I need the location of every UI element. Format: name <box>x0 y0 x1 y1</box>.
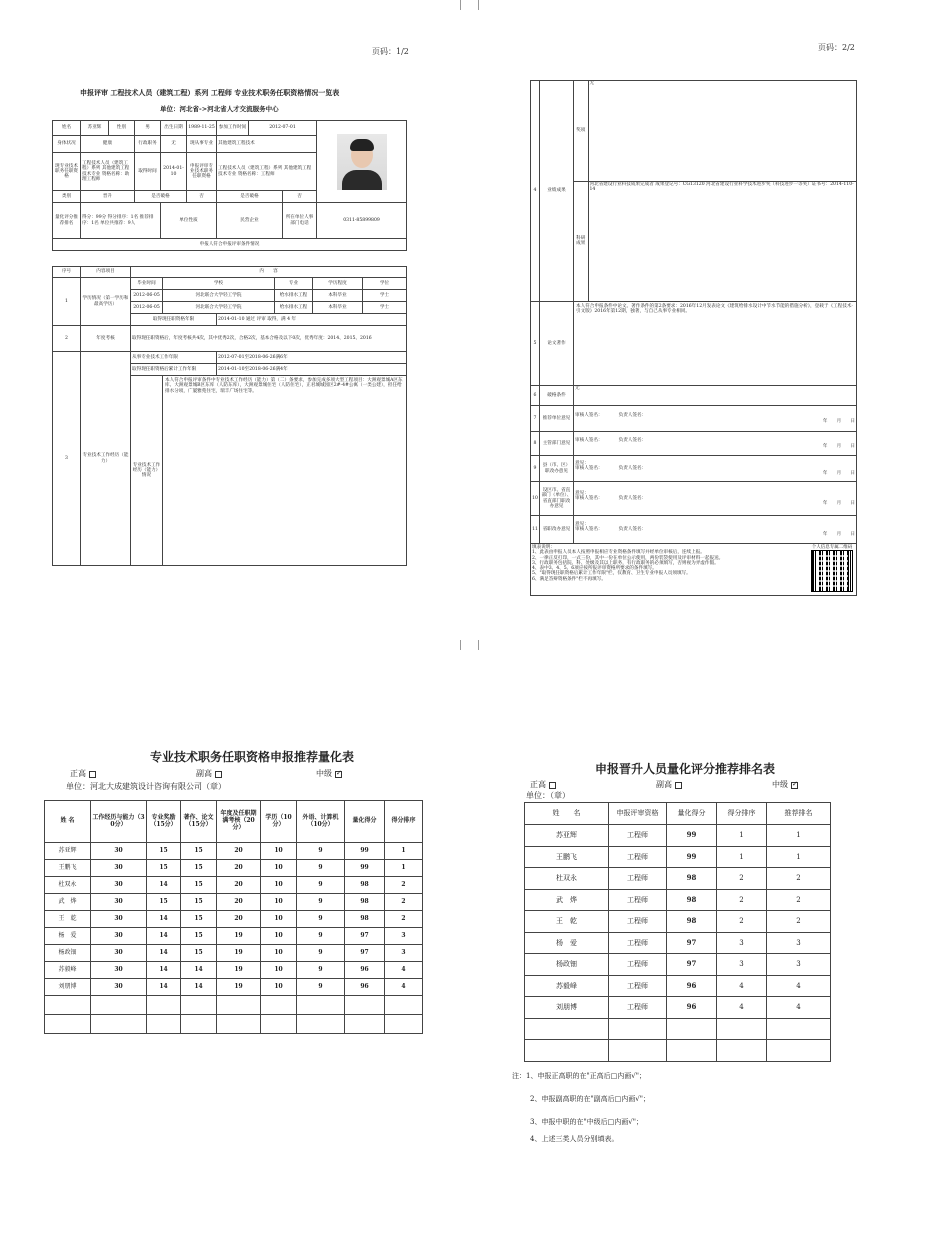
table-row <box>45 979 423 996</box>
score-cell: 9 <box>297 860 345 877</box>
value-cell: 工程师 <box>609 997 667 1019</box>
score-cell: 98 <box>345 877 385 894</box>
column-header: 年度及任职期满考核（20分） <box>217 801 261 843</box>
score-cell: 20 <box>217 860 261 877</box>
score-cell: 10 <box>261 945 297 962</box>
score-cell: 9 <box>297 911 345 928</box>
table-row <box>525 954 831 976</box>
sign-cell: 审核人签名： 负责人签名： 年 月 日 <box>574 406 857 432</box>
table-row <box>45 945 423 962</box>
column-header: 量化得分 <box>667 803 717 825</box>
table-row <box>45 877 423 894</box>
value-cell: 2 <box>717 911 767 933</box>
form-title: 申报评审 工程技术人员（建筑工程）系列 工程师 专业技术职务任职资格情况一览表 <box>80 88 340 97</box>
score-cell: 30 <box>91 894 147 911</box>
value-cell: 工程师 <box>609 825 667 847</box>
quant-table <box>44 800 423 1034</box>
score-cell: 30 <box>91 860 147 877</box>
score-cell: 97 <box>345 928 385 945</box>
name-cell: 苏亚辉 <box>525 825 609 847</box>
score-cell: 20 <box>217 843 261 860</box>
name-cell: 杨政钿 <box>525 954 609 976</box>
score-cell: 15 <box>181 843 217 860</box>
mid-checkbox <box>335 771 342 778</box>
score-cell: 10 <box>261 911 297 928</box>
unit-line: 单位：（章） <box>526 791 570 800</box>
name-value: 苏亚辉 <box>81 121 109 136</box>
senior-checkbox <box>89 771 96 778</box>
assoc-checkbox <box>675 782 682 789</box>
name-cell: 王鹏飞 <box>45 860 91 877</box>
name-cell: 杨 爱 <box>525 932 609 954</box>
score-cell: 9 <box>297 894 345 911</box>
score-cell: 9 <box>297 843 345 860</box>
score-cell: 4 <box>385 979 423 996</box>
score-cell: 14 <box>147 945 181 962</box>
score-cell: 9 <box>297 979 345 996</box>
table-row <box>45 911 423 928</box>
value-cell: 98 <box>667 911 717 933</box>
fill-instructions: 填表说明： 1、此表由申报人员本人按照申报相应专业资格条件填写并经单位审核后，连续上报。 2、一律正反打印，一式三份，其中一份在单位公示使用，两份装袋使用及评审材料一起报送。 3、行政职务包括院、科、处级及其以上职务，有行政职务的必须填写，否则视为弄虚作假。 4、表中3、4、5、6项应按所报评审资格所要求的条件填写。 5、"取得现任职资格后累计工作年限"栏，仅教育、卫生专业申报人员须填写。 6、满足答辩资格条件"栏不再填写。 个人信息专属二维码 <box>531 544 857 596</box>
column-header: 外语、计算机（10分） <box>297 801 345 843</box>
column-header: 得分排序 <box>717 803 767 825</box>
column-header: 工作经历与能力（30分） <box>91 801 147 843</box>
value-cell: 工程师 <box>609 975 667 997</box>
photo-cell <box>317 121 407 203</box>
value-cell: 2 <box>717 868 767 890</box>
score-cell: 2 <box>385 894 423 911</box>
qr-code <box>811 550 853 592</box>
value-cell: 工程师 <box>609 889 667 911</box>
score-cell: 14 <box>181 962 217 979</box>
score-cell: 9 <box>297 928 345 945</box>
value-cell: 2 <box>767 889 831 911</box>
name-cell: 杨 爱 <box>45 928 91 945</box>
score-cell: 96 <box>345 979 385 996</box>
value-cell: 1 <box>767 846 831 868</box>
score-cell: 2 <box>385 877 423 894</box>
name-cell: 杜双永 <box>45 877 91 894</box>
value-cell: 1 <box>717 846 767 868</box>
score-cell: 19 <box>217 979 261 996</box>
score-cell: 15 <box>181 928 217 945</box>
table-row <box>525 975 831 997</box>
applicant-photo <box>337 134 387 190</box>
name-cell: 刘朋博 <box>45 979 91 996</box>
score-cell: 15 <box>181 911 217 928</box>
score-cell: 15 <box>181 894 217 911</box>
score-cell: 14 <box>147 928 181 945</box>
column-header: 申报评审资格 <box>609 803 667 825</box>
score-cell: 15 <box>181 877 217 894</box>
score-cell: 14 <box>147 962 181 979</box>
value-cell: 4 <box>717 975 767 997</box>
value-cell: 97 <box>667 954 717 976</box>
table-row <box>525 889 831 911</box>
column-header: 姓 名 <box>45 801 91 843</box>
value-cell: 3 <box>717 932 767 954</box>
table-row <box>45 860 423 877</box>
value-cell: 99 <box>667 846 717 868</box>
score-cell: 30 <box>91 962 147 979</box>
value-cell: 1 <box>717 825 767 847</box>
value-cell: 98 <box>667 889 717 911</box>
name-cell: 王 乾 <box>45 911 91 928</box>
name-cell: 王鹏飞 <box>525 846 609 868</box>
value-cell: 4 <box>717 997 767 1019</box>
column-header: 专业奖励（15分） <box>147 801 181 843</box>
column-header: 推荐排名 <box>767 803 831 825</box>
table-title: 专业技术职务任职资格申报推荐量化表 <box>150 750 355 764</box>
column-header: 量化得分 <box>345 801 385 843</box>
assoc-checkbox <box>215 771 222 778</box>
column-header: 得分排序 <box>385 801 423 843</box>
value-cell: 96 <box>667 997 717 1019</box>
score-cell: 15 <box>181 860 217 877</box>
column-header: 著作、论文（15分） <box>181 801 217 843</box>
score-cell: 20 <box>217 911 261 928</box>
score-cell: 97 <box>345 945 385 962</box>
score-cell: 99 <box>345 860 385 877</box>
empty-row <box>45 1015 423 1034</box>
crop-mark <box>460 0 461 10</box>
score-cell: 30 <box>91 945 147 962</box>
value-cell: 3 <box>717 954 767 976</box>
score-cell: 10 <box>261 962 297 979</box>
score-cell: 9 <box>297 945 345 962</box>
score-cell: 19 <box>217 928 261 945</box>
value-cell: 1 <box>767 825 831 847</box>
value-cell: 4 <box>767 975 831 997</box>
score-cell: 3 <box>385 928 423 945</box>
value-cell: 2 <box>767 911 831 933</box>
score-cell: 2 <box>385 911 423 928</box>
score-cell: 30 <box>91 877 147 894</box>
name-cell: 苏毅峰 <box>45 962 91 979</box>
score-cell: 19 <box>217 945 261 962</box>
score-cell: 99 <box>345 843 385 860</box>
score-cell: 10 <box>261 843 297 860</box>
table-row <box>525 911 831 933</box>
value-cell: 工程师 <box>609 868 667 890</box>
value-cell: 98 <box>667 868 717 890</box>
personal-info-table: 姓名 苏亚辉 性别 男 出生日期 1989-11-25 参加工作时间 2012-07-01 身体状况 健康 行政职务 无 现从事专业 其他建筑工程技术 现专业技术职务任职资格 工程技术人员（建筑工程）系列 其他建筑工程技术专业 资格名称：助理工程师 取得时间 2014-01-10 申报评审专业技术职务任职资格 工程技术人员（建筑工程）系列 其他建筑工程技术专业 资格名称：工程师 类别 晋升 是否破格 否 是否破格 否 量化评分推荐排名 得分：99分 得分排序：1名 推荐排序：1名 单位共推荐：9人 单位性质 民营企业 所在单位人事部门电话 0311-85899809 申报人符合申报评审条件情况 <box>52 120 407 251</box>
value-cell: 2 <box>767 868 831 890</box>
crop-mark <box>460 640 461 650</box>
column-header: 学历（10分） <box>261 801 297 843</box>
score-cell: 20 <box>217 894 261 911</box>
score-cell: 15 <box>147 894 181 911</box>
page-number: 页码：2/2 <box>818 43 855 52</box>
value-cell: 工程师 <box>609 954 667 976</box>
crop-mark <box>478 640 479 650</box>
name-cell: 苏毅峰 <box>525 975 609 997</box>
value-cell: 工程师 <box>609 846 667 868</box>
score-cell: 3 <box>385 945 423 962</box>
score-cell: 9 <box>297 877 345 894</box>
table-row <box>45 928 423 945</box>
name-cell: 杜双永 <box>525 868 609 890</box>
table-row <box>45 962 423 979</box>
score-cell: 10 <box>261 877 297 894</box>
senior-checkbox <box>549 782 556 789</box>
score-cell: 30 <box>91 928 147 945</box>
value-cell: 3 <box>767 954 831 976</box>
score-cell: 14 <box>181 979 217 996</box>
table-row <box>525 997 831 1019</box>
name-cell: 武 烨 <box>525 889 609 911</box>
form-unit: 单位：河北省->河北省人才交流服务中心 <box>160 105 279 113</box>
empty-row <box>525 1018 831 1040</box>
value-cell: 4 <box>767 997 831 1019</box>
score-cell: 14 <box>147 911 181 928</box>
score-cell: 14 <box>147 877 181 894</box>
score-cell: 30 <box>91 979 147 996</box>
score-cell: 20 <box>217 877 261 894</box>
score-cell: 98 <box>345 911 385 928</box>
table-row <box>525 846 831 868</box>
value-cell: 工程师 <box>609 911 667 933</box>
name-cell: 王 乾 <box>525 911 609 933</box>
value-cell: 2 <box>717 889 767 911</box>
name-cell: 杨政钿 <box>45 945 91 962</box>
score-cell: 15 <box>147 860 181 877</box>
table-row <box>525 825 831 847</box>
empty-row <box>525 1040 831 1062</box>
table-row <box>45 894 423 911</box>
score-cell: 30 <box>91 911 147 928</box>
score-cell: 10 <box>261 860 297 877</box>
table-row <box>525 932 831 954</box>
name-cell: 刘朋博 <box>525 997 609 1019</box>
score-cell: 9 <box>297 962 345 979</box>
value-cell: 3 <box>767 932 831 954</box>
empty-row <box>45 996 423 1015</box>
score-cell: 96 <box>345 962 385 979</box>
score-cell: 10 <box>261 979 297 996</box>
score-cell: 14 <box>147 979 181 996</box>
value-cell: 99 <box>667 825 717 847</box>
score-cell: 98 <box>345 894 385 911</box>
qualification-table: 序号 内容项目 内 容 1 学历情况（第一学历和最高学历） 毕业时间 学校 专业 学历程度 学位 2012-06-05 河北联合大学轻工学院 给水排水工程 本科毕业 学士 2012-06-05 河北联合大学轻工学院 给水排水工程 本科毕业 学士 取得现任职资格年限 2014-01-10 通过 评审 取得，满 4 年 2 年度考核 取得现任职资格后，年度考核共4次，其中优秀2次，合格2次，基本合格及以下0次，优秀年度：2014、2015、2016 3 专业技术工作经历（能力） 从事专业技术工作年限 2012-07-01至2018-06-26满6年 取得现任职资格后累计工作年限 2014-01-10至2018-06-26满4年 专业技术工作经历（能力）情况 本人符合申报评审条件中专业技术工作经历（能力）第（二）条要求，参加完成多项大型工程项目：大洲观景城A区东库、大洲观景城B区东库（人防东库），大洲观景城住宅（人防住宅），正君城城园区2#-4#公寓（一类公建），担任给排水分项，广厦雅苑住宅，瑞丰广场住宅等。 <box>52 266 407 566</box>
table-title: 申报晋升人员量化评分推荐排名表 <box>595 762 776 776</box>
score-cell: 10 <box>261 894 297 911</box>
table-row <box>45 843 423 860</box>
score-cell: 4 <box>385 962 423 979</box>
rank-table <box>524 802 831 1062</box>
value-cell: 96 <box>667 975 717 997</box>
page-number: 页码：1/2 <box>372 47 409 56</box>
unit-line: 单位：河北大成建筑设计咨询有限公司（章） <box>66 782 226 791</box>
crop-mark <box>478 0 479 10</box>
score-cell: 30 <box>91 843 147 860</box>
score-cell: 15 <box>181 945 217 962</box>
score-cell: 19 <box>217 962 261 979</box>
value-cell: 97 <box>667 932 717 954</box>
mid-checkbox <box>791 782 798 789</box>
score-cell: 15 <box>147 843 181 860</box>
score-cell: 1 <box>385 843 423 860</box>
review-opinion-table: 4 业绩成果 奖项 无 科研成果 河北省建设行业科技成果完成者 成果登记号：CG13120 河北省建设行业科学技术进步奖（科技进步一等奖）证书号：2014-110-14 5 论文著作 本人符合申报条件中论文、著作条件的第2条要求：2016年12月发表论文《建筑给排水设计中节水节能的措施分析》，登载于《工程技术·引文版》2016年第12期，独著，与自己从事专业相同。 6 破格条件 无 7 推荐单位意见 审核人签名： 负责人签名： 年 月 日 8 主管部门意见 审核人签名： 负责人签名： 年 月 日 9 县（市、区）职改办意见 意见： 审核人签名： 负责人签名： 年 月 日 10 设区市、省直部门（单位）、省直部门职改办意见 意见： 审核人签名： 负责人签名： 年 月 日 11 省职改办意见 意见： 审核人签名： 负责人签名： 年 月 日 填表说明： 1、此表由申报人员本人按照申报相应专业资格条件填写并经单位审核后，连续上报。 2、一律正反打印，一式三份，其中一份在单位公示使用，两份装袋使用及评审材料一起报送。 3、行政职务包括院、科、处级及其以上职务，有行政职务的必须填写，否则视为弄虚作假。 4、表中3、4、5、6项应按所报评审资格所要求的条件填写。 5、"取得现任职资格后累计工作年限"栏，仅教育、卫生专业申报人员须填写。 6、满足答辩资格条件"栏不再填写。 个人信息专属二维码 <box>530 80 857 596</box>
name-cell: 苏亚辉 <box>45 843 91 860</box>
column-header: 姓 名 <box>525 803 609 825</box>
table-row <box>525 868 831 890</box>
score-cell: 1 <box>385 860 423 877</box>
value-cell: 工程师 <box>609 932 667 954</box>
name-cell: 武 烨 <box>45 894 91 911</box>
score-cell: 10 <box>261 928 297 945</box>
